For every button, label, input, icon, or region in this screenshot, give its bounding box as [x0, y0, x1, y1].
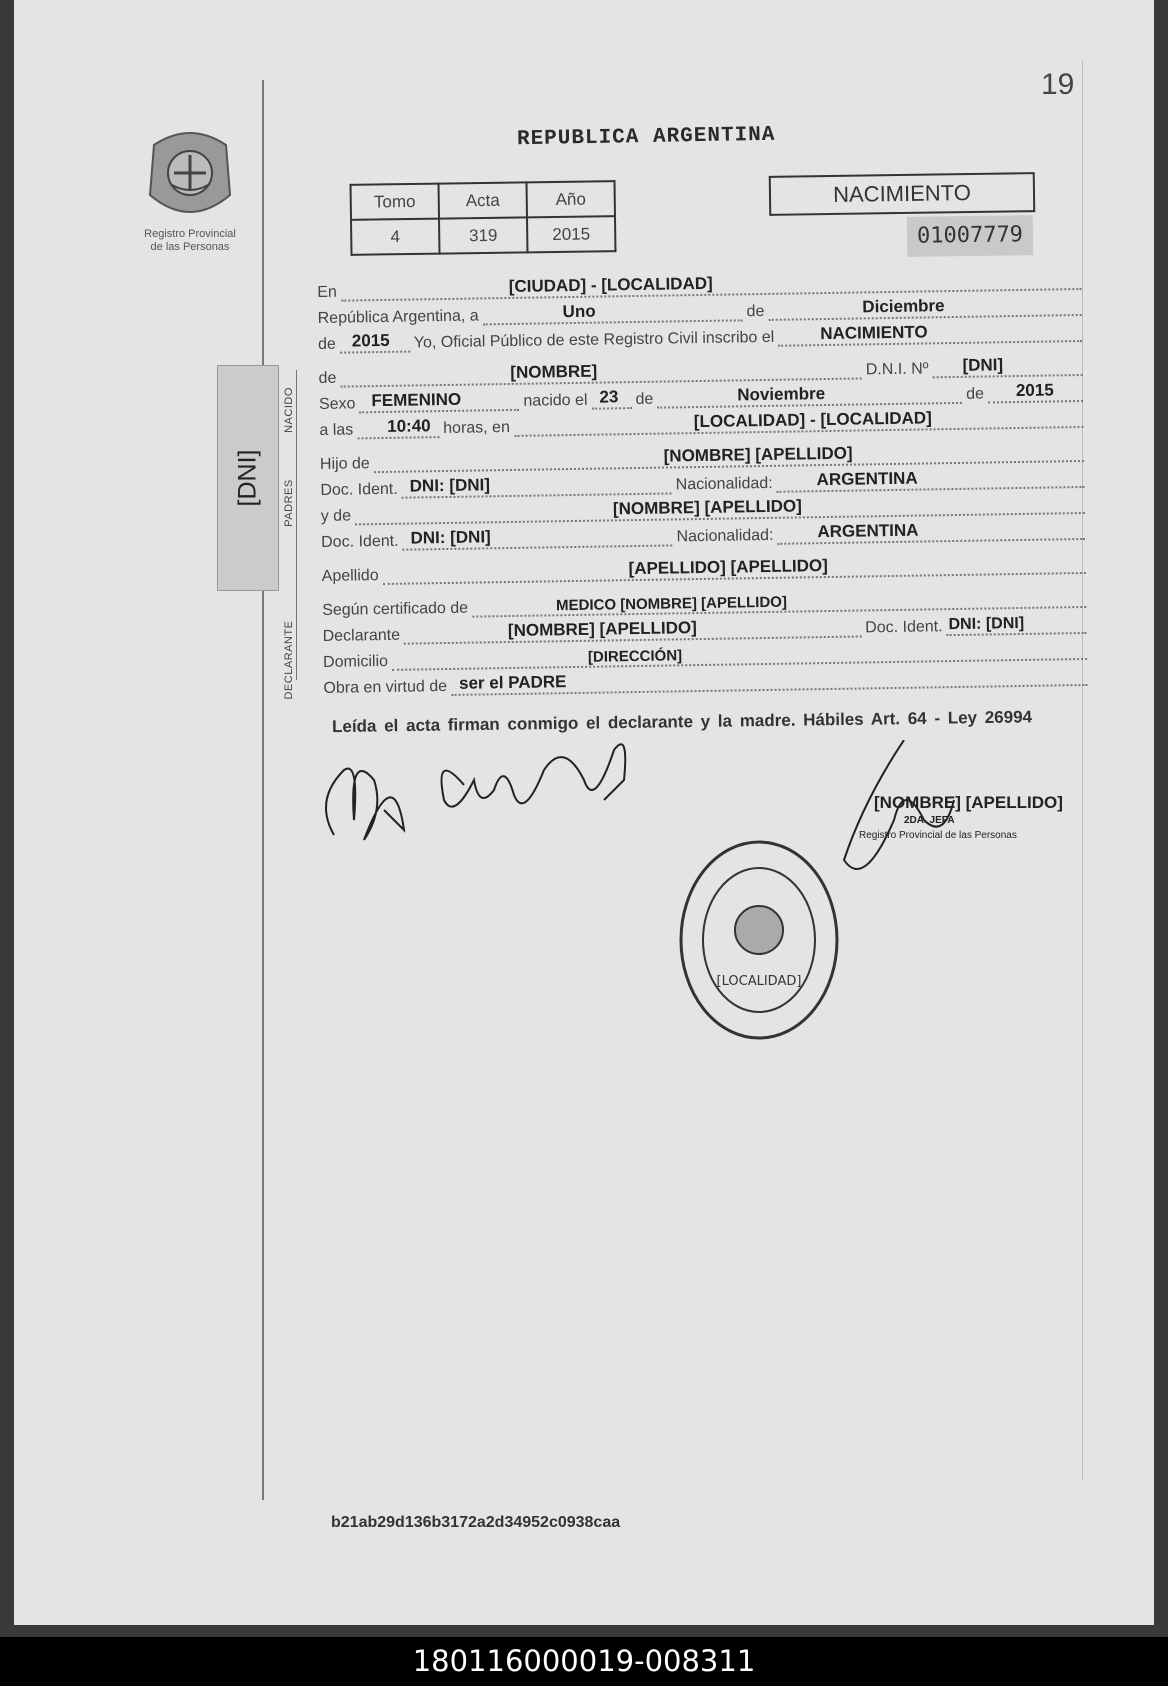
tomo-header: Tomo [351, 184, 439, 220]
sexo-label: Sexo [318, 395, 356, 413]
side-label-padres: PADRES [283, 479, 295, 527]
page-title: REPUBLICA ARGENTINA [516, 123, 776, 152]
doc-label: Doc. Ident. [320, 480, 398, 499]
inscribo-label: Yo, Oficial Público de este Registro Civil inscribo el [413, 328, 775, 352]
certificado-value: MEDICO [NOMBRE] [APELLIDO] [555, 593, 788, 615]
horas-en-label: horas, en [443, 418, 511, 438]
side-label-declarante: DECLARANTE [283, 620, 295, 700]
dni-strip [217, 365, 279, 591]
page-number: 19 [1041, 68, 1075, 101]
nac2-label: Nacionalidad: [676, 526, 774, 546]
signatures-and-stamp [304, 740, 1074, 1060]
official-name: [NOMBRE] [APELLIDO] [874, 793, 1063, 812]
left-margin-line [262, 80, 264, 1500]
de-label: de [746, 302, 765, 321]
nacido-label: nacido el [523, 391, 588, 410]
padre-value: [NOMBRE] [APELLIDO] [663, 443, 853, 466]
stamp-city: [LOCALIDAD] [716, 974, 802, 989]
de2-label: de [317, 335, 337, 353]
record-type-box: NACIMIENTO [769, 172, 1036, 216]
padre-nac: ARGENTINA [816, 468, 918, 490]
document-hash: b21ab29d136b3172a2d34952c0938caa [331, 1514, 621, 1531]
mes-value: Diciembre [862, 296, 945, 317]
hora-value: 10:40 [387, 416, 431, 436]
declarante-doc: DNI: [DNI] [948, 614, 1025, 634]
alas-label: a las [319, 421, 354, 439]
republica-label: República Argentina, a [317, 307, 479, 327]
anio-header: Año [527, 181, 615, 217]
acta-header: Acta [439, 182, 527, 218]
dni-label: D.N.I. Nº [865, 360, 929, 379]
de3-label: de [635, 390, 654, 409]
document-page [14, 0, 1154, 1625]
declarante-value: [NOMBRE] [APELLIDO] [507, 618, 697, 641]
acta-value: 319 [439, 217, 527, 253]
declarante-label: Declarante [322, 626, 401, 645]
inscribo-value: NACIMIENTO [820, 322, 928, 344]
barcode-number: 180116000019-008311 [0, 1637, 1168, 1686]
apellido-value: [APELLIDO] [APELLIDO] [628, 556, 828, 579]
tomo-value: 4 [351, 219, 439, 255]
dia-value: Uno [562, 301, 596, 322]
yde-label: y de [320, 507, 352, 525]
official-title: 2DA. JEFA [904, 815, 955, 826]
en-value: [CIUDAD] - [LOCALIDAD] [508, 273, 713, 296]
doc3-label: Doc. Ident. [865, 618, 943, 637]
sexo-value: FEMENINO [371, 389, 462, 411]
madre-nac: ARGENTINA [817, 520, 919, 542]
section-line [296, 370, 297, 680]
nombre-value: [NOMBRE] [510, 361, 598, 382]
logo-caption-line1: Registro Provincial [144, 228, 236, 240]
hijo-label: Hijo de [319, 455, 370, 473]
de4-label: de [966, 385, 985, 403]
nac-label: Nacionalidad: [675, 474, 773, 494]
tomo-acta-table [350, 180, 617, 256]
serial-number: 01007779 [907, 215, 1034, 257]
signature-declarante [326, 769, 404, 840]
nombre-label: de [318, 369, 337, 387]
logo-caption [130, 228, 250, 254]
nacido-mes: Noviembre [737, 384, 826, 405]
nacido-anio: 2015 [1015, 380, 1054, 401]
registry-logo [144, 125, 236, 225]
obra-label: Obra en virtud de [323, 678, 448, 697]
signature-madre [442, 744, 626, 806]
nacido-dia: 23 [599, 387, 619, 407]
domicilio-label: Domicilio [322, 652, 389, 671]
madre-value: [NOMBRE] [APELLIDO] [612, 496, 802, 519]
closing-text: Leída el acta firman conmigo el declarante y la madre. Hábiles Art. 64 - Ley 26994 [331, 707, 1033, 737]
obra-value: ser el PADRE [458, 672, 567, 693]
en-label: En [317, 283, 337, 301]
domicilio-value: [DIRECCIÓN] [587, 647, 683, 666]
apellido-label: Apellido [321, 567, 379, 585]
anio-value: 2015 [527, 216, 615, 252]
certificado-label: Según certificado de [322, 599, 469, 619]
doc2-label: Doc. Ident. [321, 532, 399, 551]
lugar-value: [LOCALIDAD] - [LOCALIDAD] [693, 408, 932, 432]
birth-record-form [317, 264, 1092, 698]
dni-strip-number: [DNI] [233, 449, 262, 507]
logo-caption-line2: de las Personas [150, 241, 230, 253]
dni-value: [DNI] [962, 355, 1004, 375]
madre-doc: DNI: [DNI] [410, 527, 491, 548]
row-apellido [321, 548, 1089, 586]
anio-value-field: 2015 [351, 330, 390, 351]
official-org: Registro Provincial de las Personas [859, 830, 1017, 841]
side-label-nacido: NACIDO [283, 387, 295, 433]
padre-doc: DNI: [DNI] [409, 475, 491, 496]
